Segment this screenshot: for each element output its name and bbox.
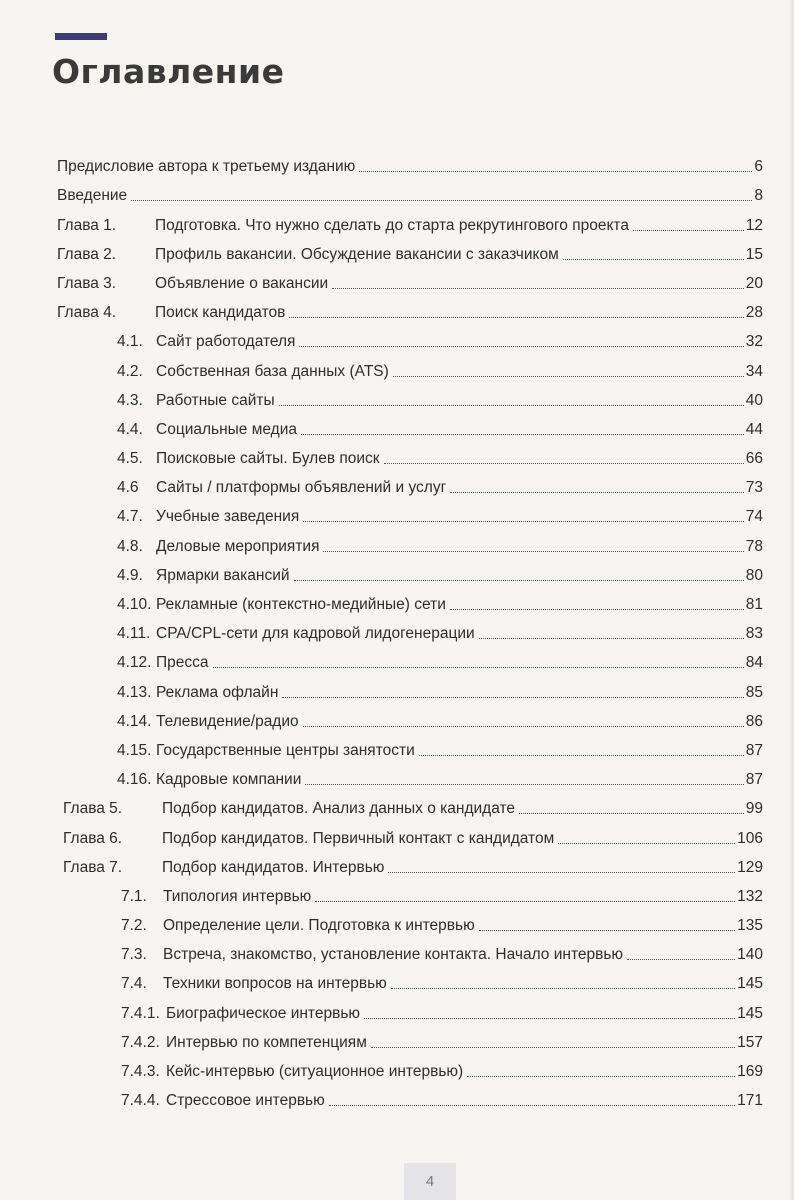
toc-entry <box>0 526 794 555</box>
toc-entry-number: Глава 6. <box>63 829 123 847</box>
toc-entry-number: Глава 1. <box>57 216 117 234</box>
dot-leader <box>303 521 744 522</box>
toc-entry-title: Типология интервью <box>163 887 312 905</box>
toc-entry-number: Глава 3. <box>57 274 117 292</box>
toc-entry-page: 78 <box>745 537 763 555</box>
toc-entry-title: CPA/CPL-сети для кадровой лидогенерации <box>156 625 475 643</box>
toc-entry-number: 7.4.4. <box>121 1092 160 1110</box>
toc-entry-title: Собственная база данных (ATS) <box>156 362 389 380</box>
dot-leader <box>303 726 744 727</box>
dot-leader <box>519 813 744 814</box>
toc-entry-page: 20 <box>745 274 763 292</box>
toc-entry-page: 34 <box>745 362 763 380</box>
dot-leader <box>301 434 744 435</box>
dot-leader <box>289 317 743 318</box>
toc-entry-page: 74 <box>745 508 763 526</box>
toc-entry <box>0 468 794 497</box>
dot-leader <box>450 492 744 493</box>
toc-entry-number: 4.9. <box>117 566 143 584</box>
toc-entry <box>0 702 794 731</box>
page-edge-shadow <box>788 0 794 1200</box>
toc-entry-title: Кадровые компании <box>156 771 302 789</box>
toc-entry-page: 87 <box>745 771 763 789</box>
toc-entry-title: Пресса <box>156 654 209 672</box>
toc-entry-number: Глава 2. <box>57 245 117 263</box>
toc-entry-number: Глава 4. <box>57 304 117 322</box>
toc-entry <box>0 789 794 818</box>
dot-leader <box>279 405 744 406</box>
toc-entry-number: 7.1. <box>121 887 147 905</box>
toc-entry <box>0 410 794 439</box>
toc-entry <box>0 556 794 585</box>
toc-entry-number: 4.7. <box>117 508 143 526</box>
toc-entry-title: Профиль вакансии. Обсуждение вакансии с заказчиком <box>155 245 559 263</box>
dot-leader <box>332 288 744 289</box>
toc-entry-title: Социальные медиа <box>156 420 297 438</box>
toc-entry <box>0 293 794 322</box>
toc-entry <box>0 351 794 380</box>
toc-entry-number: 4.16. <box>117 771 152 789</box>
dot-leader <box>563 259 744 260</box>
toc-entry-page: 8 <box>754 187 763 205</box>
toc-entry-title: Деловые мероприятия <box>156 537 320 555</box>
toc-entry-number: 4.14. <box>117 712 152 730</box>
dot-leader <box>479 638 744 639</box>
toc-entry <box>0 205 794 234</box>
dot-leader <box>419 755 744 756</box>
toc-entry-title: Техники вопросов на интервью <box>163 975 387 993</box>
toc-entry-page: 84 <box>745 654 763 672</box>
toc-entry <box>0 176 794 205</box>
toc-entry-title: Подготовка. Что нужно сделать до старта рекрутингового проекта <box>155 216 629 234</box>
toc-entry-number: 4.15. <box>117 741 152 759</box>
toc-entry-title: Объявление о вакансии <box>155 274 329 292</box>
dot-leader <box>359 171 752 172</box>
dot-leader <box>479 930 735 931</box>
toc-entry-page: 145 <box>737 975 763 993</box>
toc-entry <box>0 993 794 1022</box>
page-number: 4 <box>404 1163 456 1200</box>
toc-entry-page: 87 <box>745 741 763 759</box>
toc-entry <box>0 322 794 351</box>
toc-entry-page: 145 <box>737 1004 763 1022</box>
toc-entry-number: 7.4.2. <box>121 1033 160 1051</box>
dot-leader <box>329 1105 735 1106</box>
toc-entry-page: 169 <box>737 1063 763 1080</box>
toc-entry <box>0 1081 794 1110</box>
toc-entry-number: 4.10. <box>117 596 152 613</box>
toc-entry <box>0 672 794 701</box>
toc-entry-title: Биографическое интервью <box>166 1004 361 1022</box>
toc-entry-page: 73 <box>745 479 763 497</box>
toc-entry-number: Глава 7. <box>63 858 123 876</box>
toc-entry <box>0 147 794 176</box>
toc-entry-number: 4.8. <box>117 537 143 555</box>
toc-entry-title: Определение цели. Подготовка к интервью <box>163 917 475 935</box>
toc-entry-number: 7.4.1. <box>121 1004 160 1022</box>
dot-leader <box>305 784 743 785</box>
toc-entry-title: Рекламные (контекстно-медийные) сети <box>156 596 446 613</box>
toc-entry-number: 4.2. <box>117 362 143 380</box>
dot-leader <box>467 1076 735 1077</box>
toc-entry-page: 132 <box>737 887 763 905</box>
toc-entry-number: 7.3. <box>121 946 147 964</box>
toc-entry-page: 135 <box>737 917 763 935</box>
toc-entry-title: Сайты / платформы объявлений и услуг <box>156 479 447 497</box>
toc-entry-title: Поиск кандидатов <box>155 304 286 322</box>
toc-entry <box>0 964 794 993</box>
toc-entry-page: 157 <box>737 1033 763 1051</box>
toc-entry-page: 28 <box>745 304 763 322</box>
toc-entry <box>0 818 794 847</box>
accent-bar <box>55 33 107 40</box>
toc-entry-title: Ярмарки вакансий <box>156 566 290 584</box>
dot-leader <box>294 580 744 581</box>
toc-entry <box>0 848 794 877</box>
toc-entry-number: 7.4.3. <box>121 1063 160 1080</box>
toc-entry-page: 106 <box>737 829 763 847</box>
toc-entry-number: Глава 5. <box>63 800 123 818</box>
toc-entry <box>0 760 794 789</box>
toc-entry-page: 99 <box>745 800 763 818</box>
toc-entry-title: Поисковые сайты. Булев поиск <box>156 450 380 468</box>
toc-entry-title: Учебные заведения <box>156 508 300 526</box>
toc-entry-page: 85 <box>745 683 763 701</box>
toc-entry-page: 83 <box>745 625 763 643</box>
toc-entry <box>0 643 794 672</box>
dot-leader <box>213 667 744 668</box>
toc-entry-number: 4.3. <box>117 391 143 409</box>
toc-entry-number: 4.6 <box>117 479 139 497</box>
toc-entry-page: 86 <box>745 712 763 730</box>
dot-leader <box>450 609 744 610</box>
toc-entry-number: 4.5. <box>117 450 143 468</box>
toc-entry-page: 171 <box>737 1092 763 1110</box>
toc-entry <box>0 381 794 410</box>
toc-entry-title: Телевидение/радио <box>156 712 299 730</box>
toc-entry-number: 4.13. <box>117 683 152 701</box>
toc-entry-page: 129 <box>737 858 763 876</box>
toc-entry-number: 4.12. <box>117 654 152 672</box>
dot-leader <box>282 697 743 698</box>
toc-entry-title: Стрессовое интервью <box>166 1092 325 1110</box>
toc-entry <box>0 585 794 614</box>
toc-entry-number: 7.2. <box>121 917 147 935</box>
toc-entry <box>0 1023 794 1052</box>
dot-leader <box>384 463 744 464</box>
toc-entry-title: Государственные центры занятости <box>156 741 415 759</box>
toc-entry-title: Подбор кандидатов. Анализ данных о кандидате <box>162 800 516 818</box>
dot-leader <box>315 901 735 902</box>
table-of-contents <box>0 147 794 1110</box>
toc-entry-title: Кейс-интервью (ситуационное интервью) <box>166 1063 464 1080</box>
toc-entry-page: 44 <box>745 420 763 438</box>
dot-leader <box>558 843 735 844</box>
toc-entry-title: Предисловие автора к третьему изданию <box>57 158 356 176</box>
toc-entry-number: 7.4. <box>121 975 147 993</box>
toc-entry-page: 32 <box>745 333 763 351</box>
toc-entry-title: Реклама офлайн <box>156 683 279 701</box>
toc-entry <box>0 1052 794 1081</box>
dot-leader <box>364 1018 735 1019</box>
toc-entry <box>0 614 794 643</box>
dot-leader <box>323 551 743 552</box>
toc-entry <box>0 906 794 935</box>
toc-entry <box>0 497 794 526</box>
toc-entry <box>0 935 794 964</box>
toc-entry-number: 4.4. <box>117 420 143 438</box>
toc-entry-page: 6 <box>754 158 763 176</box>
toc-entry-number: 4.1. <box>117 333 143 351</box>
dot-leader <box>388 872 735 873</box>
toc-entry-title: Введение <box>57 187 128 205</box>
toc-entry <box>0 731 794 760</box>
toc-entry-title: Подбор кандидатов. Интервью <box>162 858 385 876</box>
toc-entry-title: Подбор кандидатов. Первичный контакт с кандидатом <box>162 829 555 847</box>
dot-leader <box>391 988 735 989</box>
dot-leader <box>299 346 743 347</box>
toc-entry-title: Интервью по компетенциям <box>166 1033 367 1051</box>
page-title: Оглавление <box>52 52 285 91</box>
toc-entry-page: 66 <box>745 450 763 468</box>
dot-leader <box>371 1047 735 1048</box>
dot-leader <box>393 376 744 377</box>
dot-leader <box>627 959 735 960</box>
toc-entry-page: 40 <box>745 391 763 409</box>
toc-entry <box>0 264 794 293</box>
toc-entry-page: 15 <box>745 245 763 263</box>
toc-entry <box>0 877 794 906</box>
toc-entry-page: 140 <box>737 946 763 964</box>
toc-entry-page: 12 <box>745 216 763 234</box>
toc-entry-title: Сайт работодателя <box>156 333 296 351</box>
toc-entry-page: 80 <box>745 566 763 584</box>
toc-entry-page: 81 <box>745 596 763 613</box>
toc-entry <box>0 235 794 264</box>
toc-entry-number: 4.11. <box>117 625 151 643</box>
dot-leader <box>633 230 744 231</box>
toc-entry-title: Встреча, знакомство, установление контакта. Начало интервью <box>163 946 624 964</box>
toc-entry <box>0 439 794 468</box>
toc-entry-title: Работные сайты <box>156 391 275 409</box>
dot-leader <box>131 200 752 201</box>
